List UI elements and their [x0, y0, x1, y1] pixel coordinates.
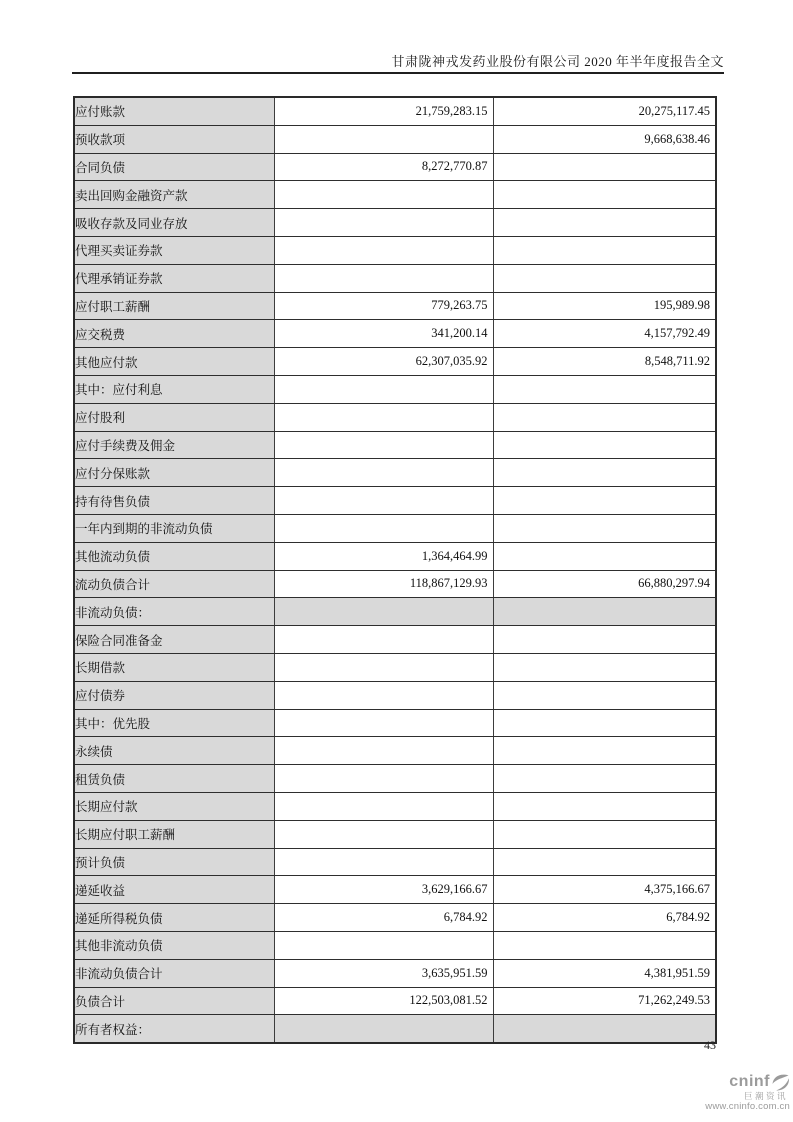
value-prior: 71,262,249.53 [493, 987, 716, 1015]
value-prior [493, 236, 716, 264]
value-current: 779,263.75 [274, 292, 493, 320]
value-prior: 9,668,638.46 [493, 125, 716, 153]
table-row [74, 375, 716, 403]
value-prior [493, 1015, 716, 1043]
row-label: 应付债券 [74, 681, 274, 709]
value-prior: 6,784.92 [493, 904, 716, 932]
value-current: 8,272,770.87 [274, 153, 493, 181]
row-label: 保险合同准备金 [74, 626, 274, 654]
table-row [74, 570, 716, 598]
value-prior [493, 153, 716, 181]
row-label: 预收款项 [74, 125, 274, 153]
value-current: 1,364,464.99 [274, 542, 493, 570]
value-prior: 4,381,951.59 [493, 959, 716, 987]
row-label: 长期借款 [74, 653, 274, 681]
cninfo-brand-text: cninf [729, 1073, 770, 1091]
value-prior [493, 181, 716, 209]
cninfo-chinese-name: 巨潮资讯 [743, 1091, 788, 1101]
table-row [74, 959, 716, 987]
table-row [74, 209, 716, 237]
table-row [74, 1015, 716, 1043]
row-label: 代理买卖证券款 [74, 236, 274, 264]
value-prior: 8,548,711.92 [493, 348, 716, 376]
table-row [74, 820, 716, 848]
table-row [74, 876, 716, 904]
row-label: 租赁负债 [74, 765, 274, 793]
value-current: 3,629,166.67 [274, 876, 493, 904]
table-row [74, 653, 716, 681]
value-current [274, 709, 493, 737]
cninfo-logo-top [680, 1074, 790, 1091]
cninfo-url: www.cninfo.com.cn [705, 1100, 790, 1112]
value-current [274, 598, 493, 626]
row-label: 应付账款 [74, 97, 274, 125]
value-current: 122,503,081.52 [274, 987, 493, 1015]
report-title: 甘肃陇神戎发药业股份有限公司 2020 年半年度报告全文 [391, 54, 724, 69]
value-prior [493, 209, 716, 237]
balance-sheet-table [73, 96, 717, 1044]
row-label: 其他应付款 [74, 348, 274, 376]
cninfo-logo [680, 1074, 790, 1112]
table-row [74, 848, 716, 876]
value-prior: 20,275,117.45 [493, 97, 716, 125]
table-row [74, 709, 716, 737]
value-current [274, 820, 493, 848]
row-label: 持有待售负债 [74, 487, 274, 515]
cninfo-swirl-icon [771, 1074, 790, 1091]
value-prior [493, 653, 716, 681]
table-row [74, 514, 716, 542]
value-current [274, 765, 493, 793]
value-prior [493, 514, 716, 542]
table-row [74, 320, 716, 348]
value-prior [493, 542, 716, 570]
value-current [274, 375, 493, 403]
row-label: 应交税费 [74, 320, 274, 348]
value-current [274, 403, 493, 431]
row-label: 长期应付款 [74, 792, 274, 820]
table-row [74, 792, 716, 820]
value-current [274, 431, 493, 459]
row-label: 应付手续费及佣金 [74, 431, 274, 459]
row-label: 其他非流动负债 [74, 931, 274, 959]
value-current [274, 1015, 493, 1043]
table-row [74, 97, 716, 125]
table-row [74, 292, 716, 320]
table-row [74, 931, 716, 959]
value-current [274, 931, 493, 959]
table-row [74, 236, 716, 264]
value-prior [493, 626, 716, 654]
value-prior [493, 598, 716, 626]
value-prior: 4,157,792.49 [493, 320, 716, 348]
row-label: 应付职工薪酬 [74, 292, 274, 320]
value-prior: 66,880,297.94 [493, 570, 716, 598]
value-current [274, 514, 493, 542]
table-row [74, 765, 716, 793]
value-current [274, 264, 493, 292]
value-prior: 4,375,166.67 [493, 876, 716, 904]
table-row [74, 403, 716, 431]
row-label: 应付股利 [74, 403, 274, 431]
value-current [274, 848, 493, 876]
table-row [74, 431, 716, 459]
table-row [74, 542, 716, 570]
value-prior [493, 765, 716, 793]
row-label: 负债合计 [74, 987, 274, 1015]
value-current [274, 737, 493, 765]
table-row [74, 737, 716, 765]
value-prior [493, 737, 716, 765]
row-label: 非流动负债： [74, 598, 274, 626]
value-prior [493, 487, 716, 515]
table-row [74, 125, 716, 153]
value-current [274, 459, 493, 487]
table-row [74, 487, 716, 515]
value-prior [493, 820, 716, 848]
value-prior [493, 709, 716, 737]
value-current: 341,200.14 [274, 320, 493, 348]
row-label: 流动负债合计 [74, 570, 274, 598]
row-label: 所有者权益： [74, 1015, 274, 1043]
table-row [74, 904, 716, 932]
row-label: 长期应付职工薪酬 [74, 820, 274, 848]
value-prior [493, 403, 716, 431]
value-prior [493, 931, 716, 959]
row-label: 一年内到期的非流动负债 [74, 514, 274, 542]
value-current [274, 236, 493, 264]
table-row [74, 459, 716, 487]
row-label: 递延所得税负债 [74, 904, 274, 932]
table-row [74, 264, 716, 292]
row-label: 其他流动负债 [74, 542, 274, 570]
row-label: 非流动负债合计 [74, 959, 274, 987]
table-row [74, 987, 716, 1015]
value-current [274, 626, 493, 654]
value-current [274, 653, 493, 681]
row-label: 卖出回购金融资产款 [74, 181, 274, 209]
value-current: 6,784.92 [274, 904, 493, 932]
table-row [74, 181, 716, 209]
value-current [274, 209, 493, 237]
value-prior [493, 848, 716, 876]
table-row [74, 598, 716, 626]
value-current: 118,867,129.93 [274, 570, 493, 598]
row-label: 其中：优先股 [74, 709, 274, 737]
row-label: 预计负债 [74, 848, 274, 876]
header-divider [72, 72, 724, 74]
row-label: 代理承销证券款 [74, 264, 274, 292]
table-row [74, 153, 716, 181]
table-row [74, 626, 716, 654]
value-current [274, 792, 493, 820]
value-current: 21,759,283.15 [274, 97, 493, 125]
value-current [274, 681, 493, 709]
row-label: 合同负债 [74, 153, 274, 181]
table-row [74, 681, 716, 709]
row-label: 其中：应付利息 [74, 375, 274, 403]
value-prior [493, 375, 716, 403]
table-row [74, 348, 716, 376]
value-current: 62,307,035.92 [274, 348, 493, 376]
value-prior [493, 792, 716, 820]
row-label: 永续债 [74, 737, 274, 765]
value-prior [493, 431, 716, 459]
value-current [274, 181, 493, 209]
value-prior [493, 681, 716, 709]
value-current [274, 125, 493, 153]
row-label: 应付分保账款 [74, 459, 274, 487]
value-prior [493, 264, 716, 292]
value-prior [493, 459, 716, 487]
page-number: 43 [704, 1038, 716, 1052]
row-label: 递延收益 [74, 876, 274, 904]
row-label: 吸收存款及同业存放 [74, 209, 274, 237]
value-current: 3,635,951.59 [274, 959, 493, 987]
value-current [274, 487, 493, 515]
value-prior: 195,989.98 [493, 292, 716, 320]
